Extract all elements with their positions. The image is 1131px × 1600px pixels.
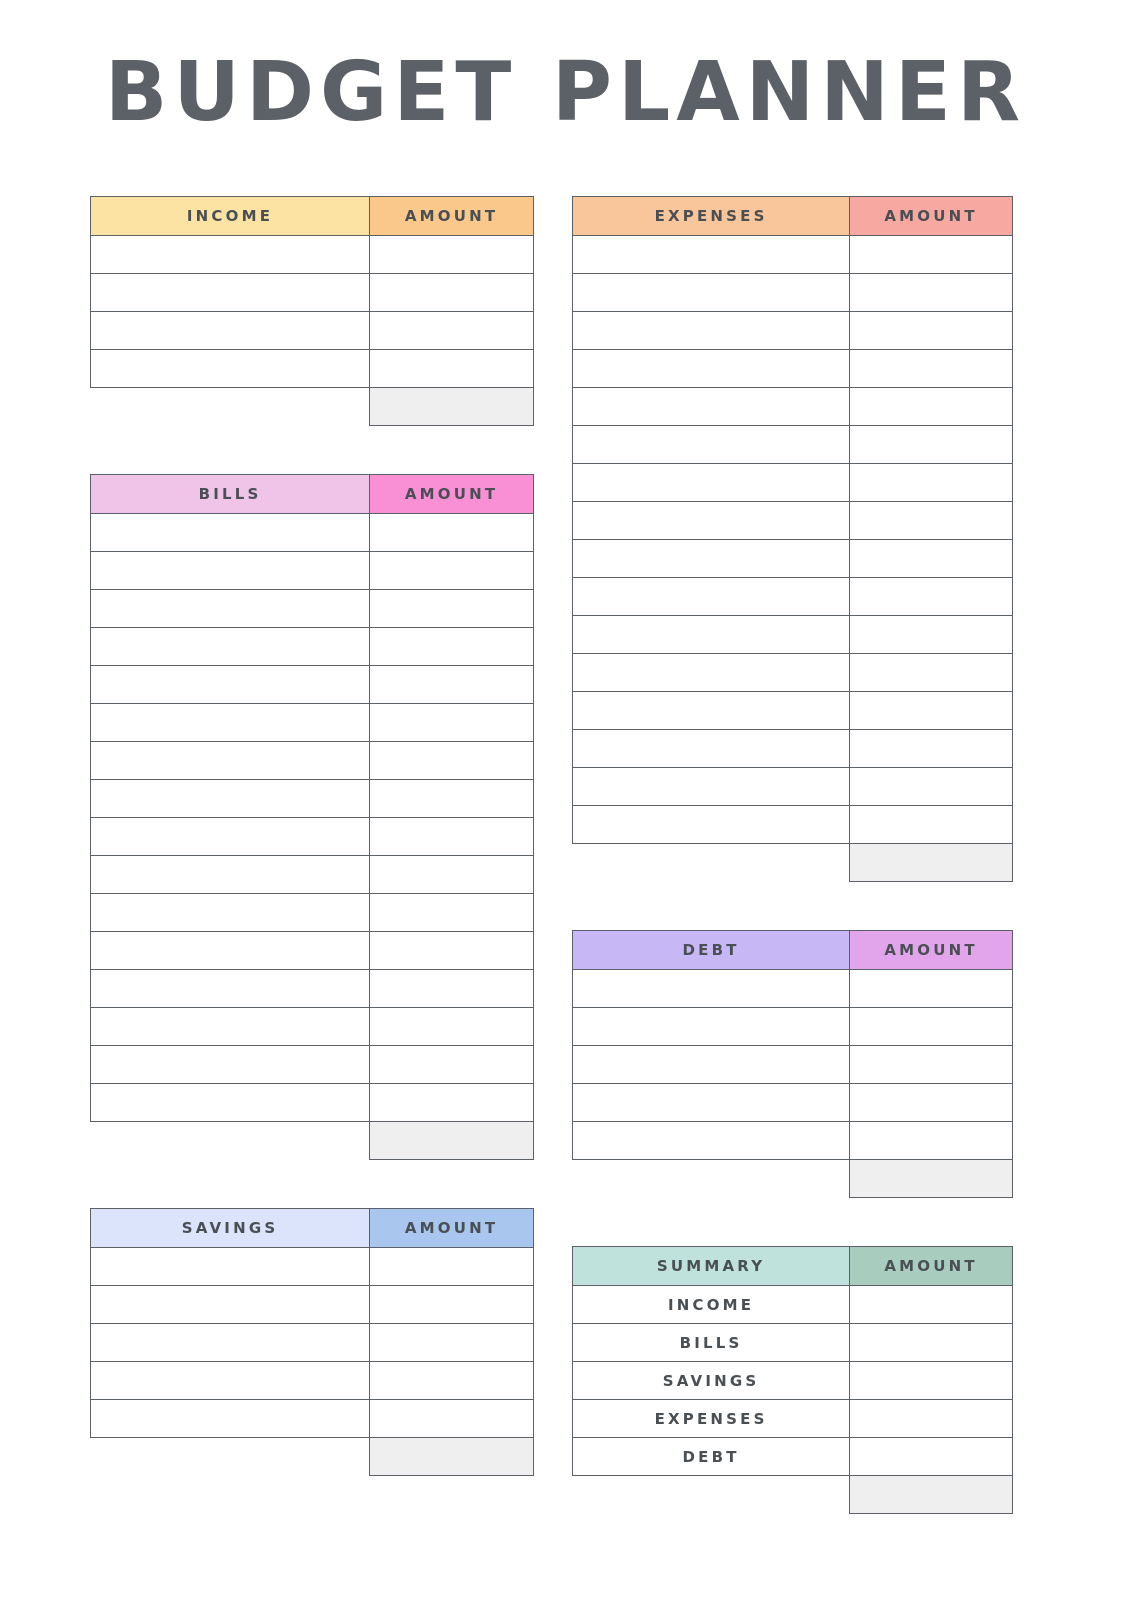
expenses-amount-cell[interactable] — [850, 464, 1013, 502]
table-row — [91, 552, 534, 590]
table-row — [91, 274, 534, 312]
savings-name-header: SAVINGS — [91, 1209, 370, 1248]
debt-name-cell[interactable] — [573, 1122, 850, 1160]
table-row — [91, 350, 534, 388]
expenses-header-row — [573, 197, 1013, 236]
debt-table — [572, 930, 1013, 1198]
expenses-name-cell[interactable] — [573, 806, 850, 844]
expenses-name-cell[interactable] — [573, 312, 850, 350]
table-row — [573, 1046, 1013, 1084]
savings-name-cell[interactable] — [91, 1248, 370, 1286]
expenses-amount-cell[interactable] — [850, 616, 1013, 654]
expenses-amount-header: AMOUNT — [850, 197, 1013, 236]
bills-total-value[interactable] — [370, 1122, 534, 1160]
summary-table — [572, 1246, 1013, 1514]
expenses-name-cell[interactable] — [573, 768, 850, 806]
summary-value-expenses[interactable] — [850, 1400, 1013, 1438]
expenses-name-cell[interactable] — [573, 388, 850, 426]
debt-name-cell[interactable] — [573, 1084, 850, 1122]
savings-table-block — [90, 1208, 534, 1476]
table-row — [91, 1046, 534, 1084]
debt-table-block — [572, 930, 1013, 1198]
table-row — [573, 274, 1013, 312]
income-total-value[interactable] — [370, 388, 534, 426]
summary-label-bills: BILLS — [573, 1324, 850, 1362]
expenses-name-cell[interactable] — [573, 274, 850, 312]
bills-amount-cell[interactable] — [370, 742, 534, 780]
page-title: BUDGET PLANNER — [104, 45, 1027, 140]
bills-amount-cell[interactable] — [370, 1046, 534, 1084]
table-row — [573, 970, 1013, 1008]
debt-body — [573, 970, 1013, 1198]
table-row — [91, 780, 534, 818]
savings-amount-cell[interactable] — [370, 1324, 534, 1362]
debt-amount-cell[interactable] — [850, 1008, 1013, 1046]
debt-amount-cell[interactable] — [850, 1122, 1013, 1160]
expenses-total-value[interactable] — [850, 844, 1013, 882]
expenses-name-cell[interactable] — [573, 654, 850, 692]
bills-name-cell[interactable] — [91, 856, 370, 894]
bills-amount-cell[interactable] — [370, 932, 534, 970]
table-row — [573, 1324, 1013, 1362]
table-row — [573, 1122, 1013, 1160]
savings-amount-cell[interactable] — [370, 1362, 534, 1400]
income-body — [91, 236, 534, 426]
bills-amount-cell[interactable] — [370, 856, 534, 894]
bills-table — [90, 474, 534, 1160]
expenses-amount-cell[interactable] — [850, 388, 1013, 426]
table-row — [573, 1400, 1013, 1438]
debt-header-row — [573, 931, 1013, 970]
summary-total-value[interactable] — [850, 1476, 1013, 1514]
summary-value-savings[interactable] — [850, 1362, 1013, 1400]
savings-name-cell[interactable] — [91, 1324, 370, 1362]
bills-amount-cell[interactable] — [370, 590, 534, 628]
bills-name-cell[interactable] — [91, 1008, 370, 1046]
income-header-row — [91, 197, 534, 236]
bills-name-cell[interactable] — [91, 742, 370, 780]
expenses-name-cell[interactable] — [573, 616, 850, 654]
right-column — [572, 196, 1013, 1514]
table-row — [91, 704, 534, 742]
table-row — [91, 894, 534, 932]
table-row — [91, 856, 534, 894]
debt-amount-header: AMOUNT — [850, 931, 1013, 970]
table-row — [573, 464, 1013, 502]
bills-name-cell[interactable] — [91, 780, 370, 818]
table-row — [573, 768, 1013, 806]
income-name-header: INCOME — [91, 197, 370, 236]
savings-total-value[interactable] — [370, 1438, 534, 1476]
table-row — [91, 1286, 534, 1324]
table-row — [573, 312, 1013, 350]
expenses-name-cell[interactable] — [573, 692, 850, 730]
table-row — [91, 1324, 534, 1362]
expenses-amount-cell[interactable] — [850, 578, 1013, 616]
expenses-name-cell[interactable] — [573, 236, 850, 274]
debt-amount-cell[interactable] — [850, 1084, 1013, 1122]
savings-total-spacer — [91, 1438, 370, 1476]
table-row — [91, 236, 534, 274]
table-row — [573, 388, 1013, 426]
savings-table — [90, 1208, 534, 1476]
summary-label-income: INCOME — [573, 1286, 850, 1324]
bills-amount-cell[interactable] — [370, 628, 534, 666]
table-row — [91, 312, 534, 350]
left-column — [90, 196, 534, 1476]
savings-amount-cell[interactable] — [370, 1400, 534, 1438]
bills-total-spacer — [91, 1122, 370, 1160]
expenses-amount-cell[interactable] — [850, 540, 1013, 578]
bills-name-cell[interactable] — [91, 970, 370, 1008]
expenses-amount-cell[interactable] — [850, 768, 1013, 806]
savings-name-cell[interactable] — [91, 1400, 370, 1438]
expenses-table-block — [572, 196, 1013, 882]
income-total-spacer — [91, 388, 370, 426]
summary-label-savings: SAVINGS — [573, 1362, 850, 1400]
table-row — [91, 1400, 534, 1438]
income-amount-cell[interactable] — [370, 274, 534, 312]
income-name-cell[interactable] — [91, 350, 370, 388]
table-row — [573, 578, 1013, 616]
debt-total-spacer — [573, 1160, 850, 1198]
savings-header-row — [91, 1209, 534, 1248]
bills-body — [91, 514, 534, 1160]
expenses-name-cell[interactable] — [573, 502, 850, 540]
table-row — [91, 666, 534, 704]
income-name-cell[interactable] — [91, 274, 370, 312]
income-name-cell[interactable] — [91, 236, 370, 274]
debt-amount-cell[interactable] — [850, 1046, 1013, 1084]
bills-name-cell[interactable] — [91, 704, 370, 742]
expenses-body — [573, 236, 1013, 882]
bills-name-cell[interactable] — [91, 818, 370, 856]
table-row — [573, 350, 1013, 388]
income-table-block — [90, 196, 534, 426]
debt-name-cell[interactable] — [573, 970, 850, 1008]
debt-total-value[interactable] — [850, 1160, 1013, 1198]
table-row — [573, 540, 1013, 578]
table-row — [573, 654, 1013, 692]
summary-header-row — [573, 1247, 1013, 1286]
income-amount-cell[interactable] — [370, 236, 534, 274]
expenses-amount-cell[interactable] — [850, 274, 1013, 312]
expenses-amount-cell[interactable] — [850, 654, 1013, 692]
expenses-name-cell[interactable] — [573, 464, 850, 502]
summary-label-debt: DEBT — [573, 1438, 850, 1476]
summary-label-expenses: EXPENSES — [573, 1400, 850, 1438]
expenses-amount-cell[interactable] — [850, 806, 1013, 844]
summary-total-row — [573, 1476, 1013, 1514]
table-row — [573, 1286, 1013, 1324]
summary-value-bills[interactable] — [850, 1324, 1013, 1362]
debt-name-header: DEBT — [573, 931, 850, 970]
savings-name-cell[interactable] — [91, 1286, 370, 1324]
expenses-amount-cell[interactable] — [850, 350, 1013, 388]
bills-name-cell[interactable] — [91, 894, 370, 932]
expenses-amount-cell[interactable] — [850, 426, 1013, 464]
bills-amount-cell[interactable] — [370, 666, 534, 704]
table-row — [91, 1362, 534, 1400]
income-table — [90, 196, 534, 426]
bills-header-row — [91, 475, 534, 514]
expenses-amount-cell[interactable] — [850, 730, 1013, 768]
bills-name-cell[interactable] — [91, 932, 370, 970]
expenses-name-cell[interactable] — [573, 578, 850, 616]
savings-amount-header: AMOUNT — [370, 1209, 534, 1248]
expenses-name-cell[interactable] — [573, 540, 850, 578]
table-row — [91, 1248, 534, 1286]
table-row — [91, 514, 534, 552]
bills-amount-cell[interactable] — [370, 1008, 534, 1046]
bills-amount-cell[interactable] — [370, 780, 534, 818]
expenses-table — [572, 196, 1013, 882]
table-row — [573, 730, 1013, 768]
bills-name-cell[interactable] — [91, 628, 370, 666]
bills-table-block — [90, 474, 534, 1160]
bills-amount-cell[interactable] — [370, 818, 534, 856]
summary-name-header: SUMMARY — [573, 1247, 850, 1286]
expenses-amount-cell[interactable] — [850, 236, 1013, 274]
table-row — [573, 692, 1013, 730]
table-row — [91, 1008, 534, 1046]
summary-total-spacer — [573, 1476, 850, 1514]
income-total-row — [91, 388, 534, 426]
table-row — [91, 590, 534, 628]
debt-total-row — [573, 1160, 1013, 1198]
table-row — [573, 1438, 1013, 1476]
bills-name-header: BILLS — [91, 475, 370, 514]
table-row — [573, 1362, 1013, 1400]
debt-amount-cell[interactable] — [850, 970, 1013, 1008]
expenses-amount-cell[interactable] — [850, 502, 1013, 540]
expenses-amount-cell[interactable] — [850, 692, 1013, 730]
debt-name-cell[interactable] — [573, 1046, 850, 1084]
savings-amount-cell[interactable] — [370, 1286, 534, 1324]
savings-total-row — [91, 1438, 534, 1476]
bills-name-cell[interactable] — [91, 552, 370, 590]
table-row — [573, 616, 1013, 654]
bills-name-cell[interactable] — [91, 666, 370, 704]
table-row — [91, 1084, 534, 1122]
summary-amount-header: AMOUNT — [850, 1247, 1013, 1286]
income-amount-cell[interactable] — [370, 312, 534, 350]
bills-amount-cell[interactable] — [370, 552, 534, 590]
table-row — [91, 742, 534, 780]
bills-amount-cell[interactable] — [370, 1084, 534, 1122]
table-row — [573, 806, 1013, 844]
expenses-total-spacer — [573, 844, 850, 882]
table-row — [573, 426, 1013, 464]
expenses-name-cell[interactable] — [573, 730, 850, 768]
savings-name-cell[interactable] — [91, 1362, 370, 1400]
bills-total-row — [91, 1122, 534, 1160]
expenses-name-cell[interactable] — [573, 426, 850, 464]
bills-amount-cell[interactable] — [370, 970, 534, 1008]
income-amount-cell[interactable] — [370, 350, 534, 388]
expenses-amount-cell[interactable] — [850, 312, 1013, 350]
debt-name-cell[interactable] — [573, 1008, 850, 1046]
savings-amount-cell[interactable] — [370, 1248, 534, 1286]
table-row — [91, 932, 534, 970]
bills-amount-cell[interactable] — [370, 704, 534, 742]
summary-value-income[interactable] — [850, 1286, 1013, 1324]
table-row — [573, 502, 1013, 540]
table-row — [91, 628, 534, 666]
bills-name-cell[interactable] — [91, 1046, 370, 1084]
expenses-name-cell[interactable] — [573, 350, 850, 388]
summary-table-block — [572, 1246, 1013, 1514]
table-row — [573, 1084, 1013, 1122]
bills-name-cell[interactable] — [91, 1084, 370, 1122]
bills-amount-cell[interactable] — [370, 894, 534, 932]
table-row — [573, 236, 1013, 274]
summary-value-debt[interactable] — [850, 1438, 1013, 1476]
bills-name-cell[interactable] — [91, 514, 370, 552]
bills-name-cell[interactable] — [91, 590, 370, 628]
expenses-total-row — [573, 844, 1013, 882]
table-row — [91, 970, 534, 1008]
table-row — [573, 1008, 1013, 1046]
summary-body — [573, 1286, 1013, 1514]
bills-amount-cell[interactable] — [370, 514, 534, 552]
expenses-name-header: EXPENSES — [573, 197, 850, 236]
income-amount-header: AMOUNT — [370, 197, 534, 236]
income-name-cell[interactable] — [91, 312, 370, 350]
savings-body — [91, 1248, 534, 1476]
bills-amount-header: AMOUNT — [370, 475, 534, 514]
table-row — [91, 818, 534, 856]
